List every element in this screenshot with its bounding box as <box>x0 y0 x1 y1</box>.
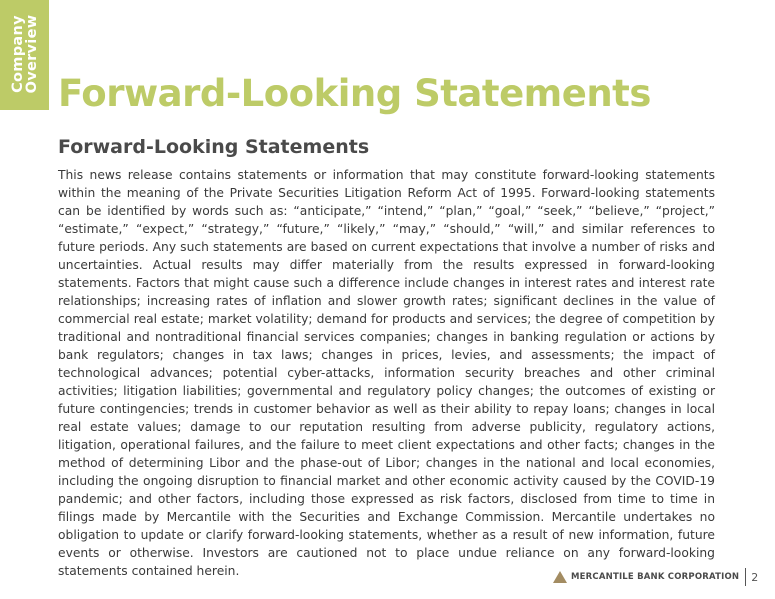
page-title: Forward-Looking Statements <box>58 72 651 115</box>
body-paragraph: This news release contains statements or information that may constitute forward-looking statements within the meaning of the Private Securities Litigation Reform Act of 1995. Forward-looking statements can be identified by words such as: “anticipate,” “intend,” “plan,” “goal,” “seek,” “believe,” “project,” “estimate,” “expect,” “strategy,” “future,” “likely,” “may,” “should,” “will,” and similar references to future periods. Any such statements are based on current expectations that involve a number of risks and uncertainties. Actual results may differ materially from the results expressed in forward-looking statements. Factors that might cause such a difference include changes in interest rates and interest rate relationships; increasing rates of inflation and slower growth rates; significant declines in the value of commercial real estate; market volatility; demand for products and services; the degree of competition by traditional and nontraditional financial services companies; changes in banking regulation or actions by bank regulators; changes in tax laws; changes in prices, levies, and assessments; the impact of technological advances; potential cyber-attacks, information security breaches and other criminal activities; litigation liabilities; governmental and regulatory policy changes; the outcomes of existing or future contingencies; trends in customer behavior as well as their ability to repay loans; changes in local real estate values; damage to our reputation resulting from adverse publicity, regulatory actions, litigation, operational failures, and the failure to meet client expectations and other facts; changes in the method of determining Libor and the phase-out of Libor; changes in the national and local economies, including the ongoing disruption to financial market and other economic activity caused by the COVID-19 pandemic; and other factors, including those expressed as risk factors, disclosed from time to time in filings made by Mercantile with the Securities and Exchange Commission. Mercantile undertakes no obligation to update or clarify forward-looking statements, whether as a result of new information, future events or otherwise. Investors are cautioned not to place undue reliance on any forward-looking statements contained herein. <box>58 168 715 578</box>
section-heading: Forward-Looking Statements <box>58 136 370 158</box>
page-number: 2 <box>751 570 759 584</box>
footer <box>553 568 758 586</box>
logo-triangle-icon <box>553 571 567 583</box>
company-name: MERCANTILE BANK CORPORATION <box>571 572 740 582</box>
section-tab-line2: Overview <box>24 14 40 94</box>
section-tab-line1: Company <box>10 15 26 93</box>
footer-divider <box>745 568 746 586</box>
section-tab <box>0 0 49 110</box>
section-tab-label <box>11 0 39 109</box>
